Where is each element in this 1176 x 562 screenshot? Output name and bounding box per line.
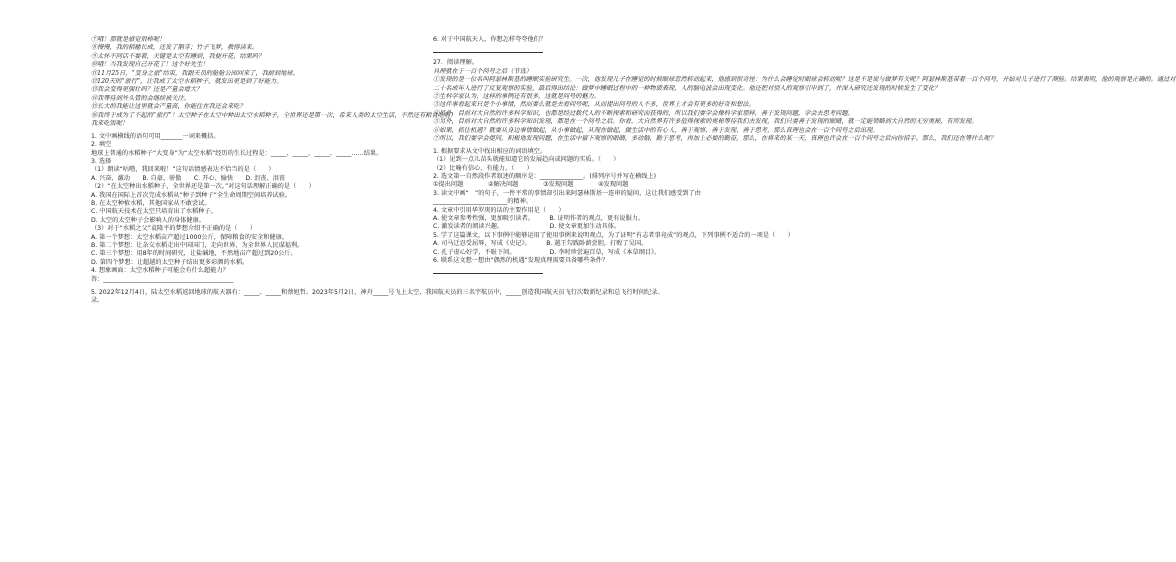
text-line: 2. 填空 xyxy=(91,141,112,149)
text-line: ⑫120天的“旅行”，让我成了太空水稻种子，就发出更是到了好能力。 xyxy=(91,77,283,85)
text-line: 地球上普通的水稻种子“大变身”为“太空水稻”经历的生长过程是：_____、_____、_____、_____……结果。 xyxy=(91,149,383,157)
text-line: （2）“在太空种出水稻种子，全世界还是第一次。”对这句话理解正确的是（ ） xyxy=(91,183,315,191)
text-line: ③这件事看起来只是个小事情，然而要么就是去看问号呢，从而提出问号的人不多，世界上才会有更多的好奇和想法。 xyxy=(433,101,755,109)
answer-blank-line xyxy=(433,46,543,53)
text-line: ⑪11月25日，“变身之旅”结束，我跟天员的舱舱公园回来了，我耐到地球。 xyxy=(91,69,299,77)
text-line: ①提出问题 ②解决问题 ③发现问题 ④发现问题 xyxy=(433,181,629,189)
text-line: ⑥如果，抓住机遇？就要从身边事情做起，从小事做起，从现在做起，做生活中的有心人，善于观察、善于发现、善于思考，那么真理也会在一百个问号之后出现。 xyxy=(433,126,879,134)
text-line: 具理就在于一百个问号之后（节选） xyxy=(433,67,532,75)
text-line: 1. 文中画横线的语句可用_______一词来概括。 xyxy=(91,132,220,140)
text-line: 6. 对于中国航天人，你想怎样夸夸他们？ xyxy=(433,36,547,43)
text-line: （2）比喻有信心，有能力。（ ） xyxy=(433,164,533,172)
text-line: ⑦所以，我们要学会提问，积极地发现问题，在生活中留下观察的眼睛，多动脑，勤于思考，再加上必要的勤奋，那么，在将来的某一天，真理也许会在一百个问号之后向你招手。那么，我们还在等什么呢？ xyxy=(433,134,997,142)
text-line: ②生科学家认为，这样的事例还有很多，这就是问号的魅力。 xyxy=(433,92,601,100)
text-line: （1）朗读“咕噜，我回来啦！”这句话情感表达不恰当的是（ ） xyxy=(91,166,275,174)
text-line: A. 第一个梦想：太空水稻亩产超过1000公斤，保障粮食的安全和健康。 xyxy=(91,233,289,241)
text-line: 6. 联系这文想一想由“偶然的机遇”发现真理需要具备哪些条件？ xyxy=(433,256,609,264)
answer-blank-line xyxy=(433,267,543,274)
text-line: ④另外，目前对大自然的许多科学知识，也都是经过数代人的不断探索和研究而获得的，所以我们要学会像科学家那样，善于发现问题，学会去思考问题。 xyxy=(433,109,854,117)
text-line: ⑤另外，目前对大自然的许多科学知识发现，都是在一个问号之后。你看，大自然界有许多值得探索的奥秘等待我们去发现，我们只要善于发现的眼睛，就一定能领略到大自然的无穷奥秘，有所发现。 xyxy=(433,118,978,126)
text-line: 录。 xyxy=(91,296,104,304)
text-line: 5. 学了这篇课文，以下事例中能够运用了使用事例来说明观点，为了证明“有志者事竟成”的观点，下列事例不适合的一项是（ ） xyxy=(433,231,794,239)
text-line: 我来吃饭呢！ xyxy=(91,119,129,127)
text-line: B. 第二个梦想：让杂交水稻走出中国国门，走向世界，为全世界人民谋福利。 xyxy=(91,241,304,249)
text-line: C. 中国航天技术在太空只培育出了水稻种子。 xyxy=(91,208,217,216)
text-line: ⑦哦！那就是感觉很棒呢！ xyxy=(91,36,166,43)
text-line: （3）对于“水稻之父”袁隆平的梦想介绍不正确的是（ ） xyxy=(91,225,257,233)
text-line: D. 第四个梦想：让超越的太空种子结出更多彩颜的水稻。 xyxy=(91,258,249,266)
text-line: （1）见到一点儿苗头就能知道它的发展趋向或问题的实质。（ ） xyxy=(433,156,620,164)
text-line: C. 第三个梦想：用8年的时间研究，让盐碱地，不然地亩产超过到20公斤。 xyxy=(91,250,297,258)
text-line: ①发现的是一位名叫阿瑟林斯基的睡眠实验研究生。一次，他发现儿子在睡觉的时候眼球忽然转动起来，他感到很奇怪：为什么会睡觉时眼球会转动呢？这是不是说与做梦有关呢？阿瑟林斯基带着一百个问号，开始对儿子进行了测验。结果表明，他的观察是正确的。通过对 xyxy=(433,76,1176,84)
text-line: ⑧慢慢，我的稻穗长成，还发了鹅芽；竹子飞梦，教得读来。 xyxy=(91,44,259,52)
text-line: A. 使文章参考性强，更加吸引读者。 B. 证明作者的观点，更有说服力。 xyxy=(433,215,645,223)
text-line: ⑭我等待到外头管的会继续被关注。 xyxy=(91,94,190,102)
text-line: 3. 选择 xyxy=(91,158,112,166)
text-line: C. 孔子虚心好学，不耻下问。 D. 李时珍尝遍百草，写成《本草纲目》。 xyxy=(433,248,661,256)
text-line: 4. 文章中引用华罗庚的话的主要作用是（ ） xyxy=(433,206,565,214)
text-line: 5. 2022年12月4日，陆太空水稻返回地球的航天器有：_____、_____和蔡旭哲。2023年5月2日，神舟_____号飞上太空，我国航天员的三名宇航员中，_____创造我国航天员飞行次数新纪录和总飞行时间纪录。 xyxy=(91,288,664,296)
text-line: ⑬我会变得更强壮吗？还是产量会增大？ xyxy=(91,86,203,94)
text-line: 27．阅读理解。 xyxy=(433,59,478,67)
text-line: 3. 读文中画“ ”的句子，一件平常的事情却引出来阿瑟林斯基一连串的疑问，这让我们感受到了由 xyxy=(433,189,701,197)
text-line: ⑯我终于成为了不起的“旅行”！太空种子在太空中种出太空水稻种子，全世界还是第一次，希来人类的太空生活，不然还有粮食吃啦！ xyxy=(91,111,457,119)
text-line: ⑩哦！当我发现自己开花了！这个好先生！ xyxy=(91,61,209,69)
text-line: 1. 根据要求从文中找出相应的词语填空。 xyxy=(433,147,547,155)
text-line: A. 我国在国际上首次完成水稻从“种子到种子”全生命周期空间培养试验。 xyxy=(91,191,292,199)
text-line: B. 在太空种植水稻，其他国家从不敢尝试。 xyxy=(91,200,211,208)
text-line: ⑨太怀不同话不要着，关键是太空有睡到，我便开花、结果吗？ xyxy=(91,52,265,60)
right-column xyxy=(433,36,1176,280)
text-line: ________________________的精神。 xyxy=(433,198,532,206)
text-line: D. 太空的太空种子会影响人的身体健康。 xyxy=(91,216,205,224)
text-line: 4. 想象画面：太空水稻种子可能会有什么超能力？ xyxy=(91,267,229,275)
text-line: 二十名成年人进行了反复观察的实验，最后得出结论：做梦中睡眠过程中的一种物质表现，人的脑电波会出现变化。他还把对别人的观察引申到了，并深入研究还发现的时候发生了变化？ xyxy=(433,84,941,92)
text-line: ⑮长大的我能让这里就会产量高，你能住在我还会来吃？ xyxy=(91,103,246,111)
text-line: C. 激发读者的阅读兴趣。 D. 使文章更加生动具体。 xyxy=(433,223,621,231)
text-line: A. 司马迁忍受屈辱，写成《史记》。 B. 越王勾践卧薪尝胆，打败了吴国。 xyxy=(433,240,648,248)
text-line: A. 兴奋、激动 B. 自豪、骄傲 C. 开心、愉快 D. 沮丧、泪丧 xyxy=(91,174,286,182)
text-line: 答：__________________________________________ xyxy=(91,275,234,283)
text-line: 2. 选文第一自然段作者叙述的顺序是：______________。(排列序号并写在横线上) xyxy=(433,173,657,181)
